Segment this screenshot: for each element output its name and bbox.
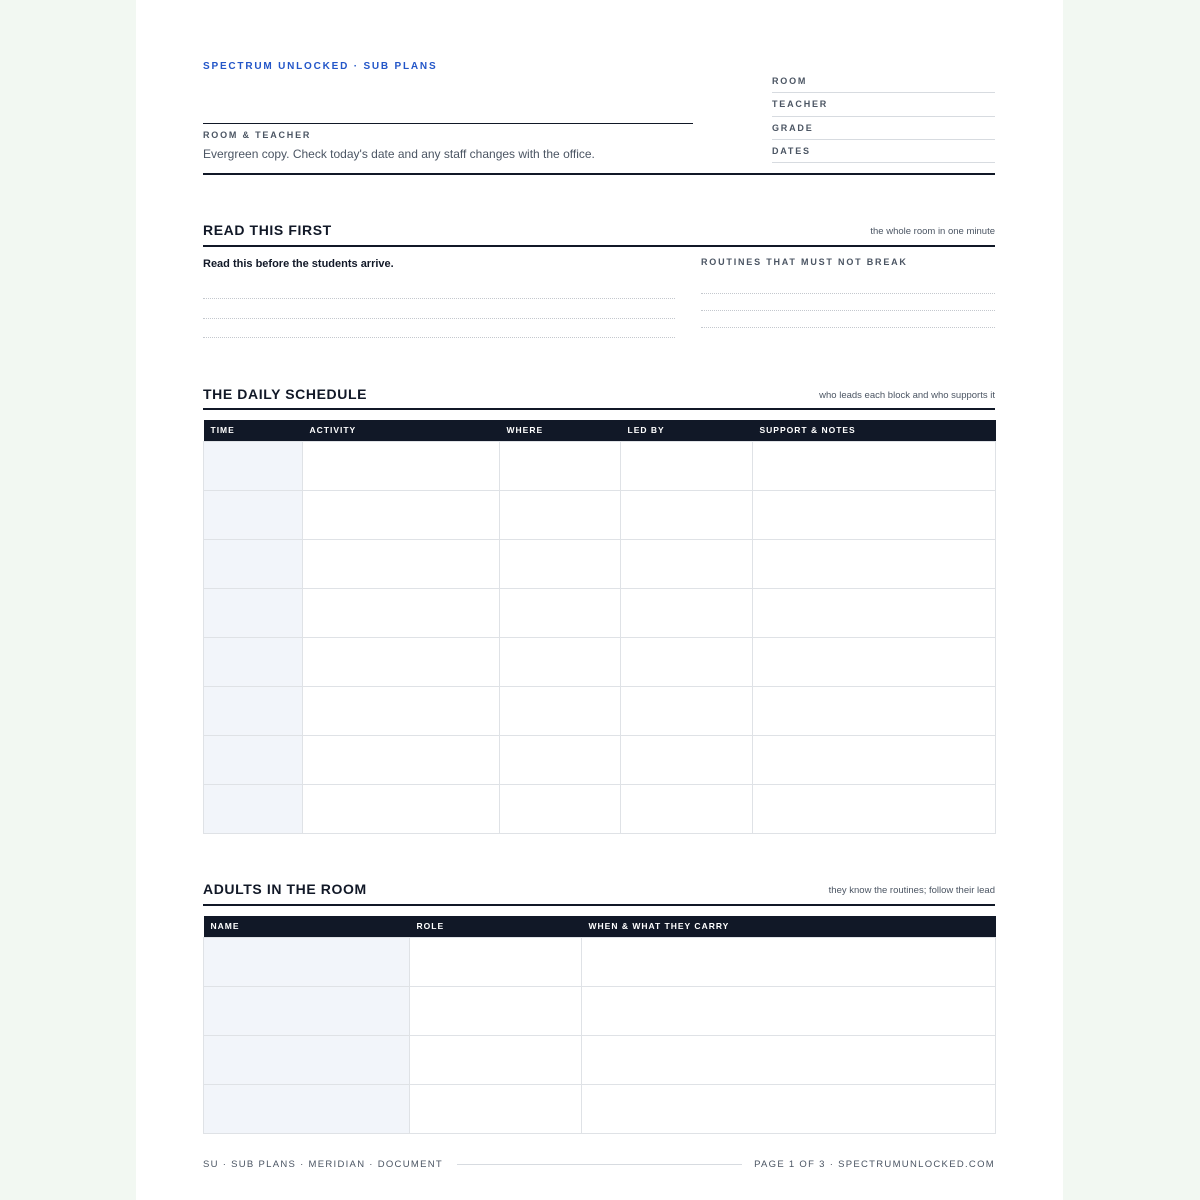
routines-line[interactable] [701,327,995,328]
adults-cell[interactable] [582,937,996,986]
schedule-cell[interactable] [303,441,500,490]
schedule-cell[interactable] [621,784,753,833]
header-divider [203,173,995,175]
schedule-cell[interactable] [303,735,500,784]
adults-cell[interactable] [204,1035,410,1084]
col-header-activity: ACTIVITY [303,420,500,441]
adults-cell[interactable] [204,1084,410,1133]
adults-row [204,1035,996,1084]
schedule-subtitle: who leads each block and who supports it [819,390,995,401]
routines-label: ROUTINES THAT MUST NOT BREAK [701,257,908,267]
schedule-row [204,588,996,637]
adults-table [203,916,996,1134]
schedule-cell[interactable] [500,539,621,588]
meta-field-grade[interactable]: GRADE [772,117,995,140]
meta-fields [772,70,995,163]
adults-row [204,1084,996,1133]
col-header-time: TIME [204,420,303,441]
schedule-cell[interactable] [204,784,303,833]
schedule-row [204,490,996,539]
title-write-line [203,123,693,124]
col-header-name: NAME [204,916,410,937]
adults-cell[interactable] [582,1084,996,1133]
read-first-title: READ THIS FIRST [203,222,332,238]
adults-rule [203,904,995,906]
routines-line[interactable] [701,293,995,294]
schedule-cell[interactable] [621,588,753,637]
schedule-cell[interactable] [204,490,303,539]
schedule-cell[interactable] [500,588,621,637]
schedule-cell[interactable] [303,539,500,588]
adults-cell[interactable] [204,937,410,986]
schedule-row [204,735,996,784]
adults-title: ADULTS IN THE ROOM [203,881,367,897]
adults-row [204,937,996,986]
read-first-intro: Read this before the students arrive. [203,258,394,270]
schedule-rule [203,408,995,410]
schedule-cell[interactable] [500,735,621,784]
schedule-cell[interactable] [621,539,753,588]
schedule-cell[interactable] [753,686,996,735]
adults-cell[interactable] [204,986,410,1035]
schedule-cell[interactable] [303,490,500,539]
schedule-cell[interactable] [753,637,996,686]
notes-line[interactable] [203,318,675,319]
schedule-cell[interactable] [753,784,996,833]
adults-row [204,986,996,1035]
footer-divider [457,1164,742,1165]
schedule-row [204,686,996,735]
room-teacher-label: ROOM & TEACHER [203,130,312,140]
schedule-cell[interactable] [204,539,303,588]
schedule-cell[interactable] [303,588,500,637]
routines-line[interactable] [701,310,995,311]
schedule-title: THE DAILY SCHEDULE [203,386,368,402]
schedule-cell[interactable] [500,637,621,686]
adults-cell[interactable] [582,1035,996,1084]
meta-field-room[interactable]: ROOM [772,70,995,93]
col-header-support-notes: SUPPORT & NOTES [753,420,996,441]
schedule-cell[interactable] [303,637,500,686]
col-header-led-by: LED BY [621,420,753,441]
schedule-row [204,441,996,490]
schedule-header-row [204,420,996,441]
notes-line[interactable] [203,298,675,299]
schedule-row [204,784,996,833]
schedule-cell[interactable] [621,441,753,490]
document-page [136,0,1063,1200]
schedule-cell[interactable] [204,637,303,686]
schedule-cell[interactable] [621,686,753,735]
schedule-cell[interactable] [753,441,996,490]
schedule-cell[interactable] [500,784,621,833]
notes-line[interactable] [203,337,675,338]
brand-label: SPECTRUM UNLOCKED · SUB PLANS [203,61,438,72]
meta-field-teacher[interactable]: TEACHER [772,93,995,116]
schedule-table [203,420,996,834]
adults-cell[interactable] [410,937,582,986]
meta-field-dates[interactable]: DATES [772,140,995,163]
schedule-cell[interactable] [204,686,303,735]
footer-left: SU · SUB PLANS · MERIDIAN · DOCUMENT [203,1159,443,1170]
footer-right: PAGE 1 OF 3 · SPECTRUMUNLOCKED.COM [754,1159,995,1170]
schedule-row [204,637,996,686]
read-first-subtitle: the whole room in one minute [870,226,995,237]
schedule-cell[interactable] [753,735,996,784]
adults-cell[interactable] [410,986,582,1035]
schedule-cell[interactable] [204,588,303,637]
schedule-cell[interactable] [753,490,996,539]
schedule-cell[interactable] [621,735,753,784]
schedule-cell[interactable] [753,588,996,637]
col-header-where: WHERE [500,420,621,441]
col-header-when-what: WHEN & WHAT THEY CARRY [582,916,996,937]
schedule-cell[interactable] [621,637,753,686]
schedule-cell[interactable] [303,686,500,735]
room-teacher-note: Evergreen copy. Check today's date and any staff changes with the office. [203,147,595,161]
adults-cell[interactable] [410,1084,582,1133]
adults-header-row [204,916,996,937]
adults-cell[interactable] [410,1035,582,1084]
schedule-cell[interactable] [500,686,621,735]
schedule-row [204,539,996,588]
schedule-cell[interactable] [621,490,753,539]
schedule-cell[interactable] [500,490,621,539]
schedule-cell[interactable] [500,441,621,490]
adults-subtitle: they know the routines; follow their lead [828,885,995,896]
read-first-rule [203,245,995,247]
schedule-cell[interactable] [303,784,500,833]
schedule-cell[interactable] [204,441,303,490]
schedule-cell[interactable] [204,735,303,784]
col-header-role: ROLE [410,916,582,937]
schedule-cell[interactable] [753,539,996,588]
adults-cell[interactable] [582,986,996,1035]
